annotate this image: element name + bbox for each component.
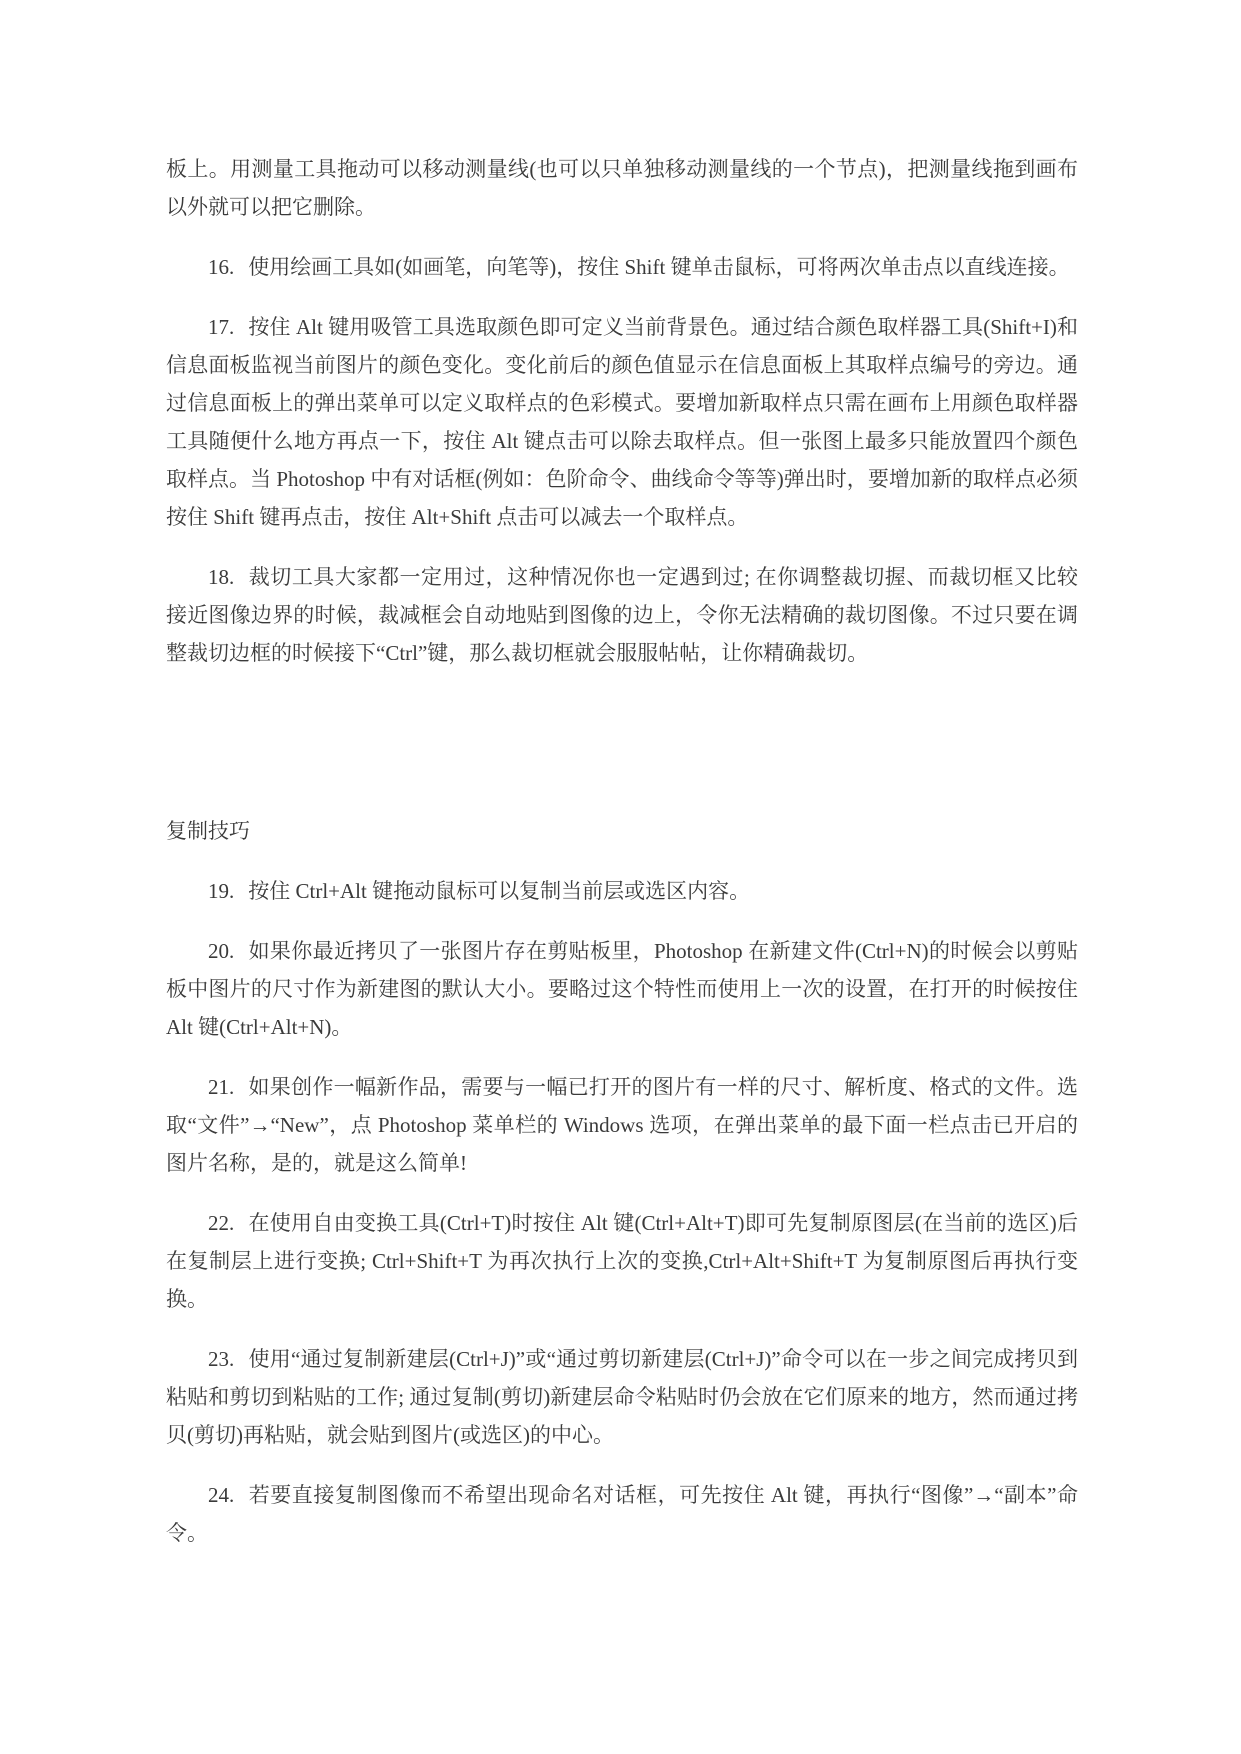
tip-22-number: 22. bbox=[208, 1211, 235, 1235]
tip-20 bbox=[166, 932, 1078, 1046]
tip-18 bbox=[166, 558, 1078, 672]
page-content bbox=[166, 150, 1078, 1574]
tip-21-text: 如果创作一幅新作品，需要与一幅已打开的图片有一样的尺寸、解析度、格式的文件。选取“文件”→“New”，点 Photoshop 菜单栏的 Windows 选项，在弹出菜单的最下面一栏点击已开启的图片名称，是的，就是这么简单! bbox=[166, 1075, 1078, 1175]
tip-24-number: 24. bbox=[208, 1483, 235, 1507]
tip-20-text: 如果你最近拷贝了一张图片存在剪贴板里，Photoshop 在新建文件(Ctrl+N)的时候会以剪贴板中图片的尺寸作为新建图的默认大小。要略过这个特性而使用上一次的设置，在打开的时候按住 Alt 键(Ctrl+Alt+N)。 bbox=[166, 939, 1078, 1039]
blank-space bbox=[166, 694, 1078, 812]
paragraph-continuation: 板上。用测量工具拖动可以移动测量线(也可以只单独移动测量线的一个节点)，把测量线拖到画布以外就可以把它删除。 bbox=[166, 157, 1078, 219]
tip-16-text: 使用绘画工具如(如画笔，向笔等)，按住 Shift 键单击鼠标，可将两次单击点以直线连接。 bbox=[248, 255, 1070, 279]
tip-23-number: 23. bbox=[208, 1347, 235, 1371]
tip-23 bbox=[166, 1340, 1078, 1454]
tip-22 bbox=[166, 1204, 1078, 1318]
section-heading: 复制技巧 bbox=[166, 819, 250, 843]
tip-21 bbox=[166, 1068, 1078, 1182]
tip-22-text: 在使用自由变换工具(Ctrl+T)时按住 Alt 键(Ctrl+Alt+T)即可先复制原图层(在当前的选区)后在复制层上进行变换; Ctrl+Shift+T 为再次执行上次的变换,Ctrl+Alt+Shift+T 为复制原图后再执行变换。 bbox=[166, 1211, 1078, 1311]
tip-16 bbox=[166, 248, 1078, 286]
tip-18-text: 裁切工具大家都一定用过，这种情况你也一定遇到过; 在你调整裁切握、而裁切框又比较接近图像边界的时候，裁减框会自动地贴到图像的边上，令你无法精确的裁切图像。不过只要在调整裁切边框的时候接下“Ctrl”键，那么裁切框就会服服帖帖，让你精确裁切。 bbox=[166, 565, 1078, 665]
tip-24-text: 若要直接复制图像而不希望出现命名对话框，可先按住 Alt 键，再执行“图像”→“副本”命令。 bbox=[166, 1483, 1078, 1545]
tip-24 bbox=[166, 1476, 1078, 1552]
tip-19-text: 按住 Ctrl+Alt 键拖动鼠标可以复制当前层或选区内容。 bbox=[248, 879, 751, 903]
tip-19-number: 19. bbox=[208, 879, 235, 903]
tip-23-text: 使用“通过复制新建层(Ctrl+J)”或“通过剪切新建层(Ctrl+J)”命令可以在一步之间完成拷贝到粘贴和剪切到粘贴的工作; 通过复制(剪切)新建层命令粘贴时仍会放在它们原来的地方，然而通过拷贝(剪切)再粘贴，就会贴到图片(或选区)的中心。 bbox=[166, 1347, 1078, 1447]
tip-17-text: 按住 Alt 键用吸管工具选取颜色即可定义当前背景色。通过结合颜色取样器工具(Shift+I)和信息面板监视当前图片的颜色变化。变化前后的颜色值显示在信息面板上其取样点编号的旁边。通过信息面板上的弹出菜单可以定义取样点的色彩模式。要增加新取样点只需在画布上用颜色取样器工具随便什么地方再点一下，按住 Alt 键点击可以除去取样点。但一张图上最多只能放置四个颜色取样点。当 Photoshop 中有对话框(例如：色阶命令、曲线命令等等)弹出时，要增加新的取样点必须按住 Shift 键再点击，按住 Alt+Shift 点击可以减去一个取样点。 bbox=[166, 315, 1078, 529]
tip-20-number: 20. bbox=[208, 939, 235, 963]
tip-21-number: 21. bbox=[208, 1075, 235, 1099]
tip-18-number: 18. bbox=[208, 565, 235, 589]
tip-17 bbox=[166, 308, 1078, 536]
tip-16-number: 16. bbox=[208, 255, 235, 279]
tip-19 bbox=[166, 872, 1078, 910]
tip-17-number: 17. bbox=[208, 315, 235, 339]
